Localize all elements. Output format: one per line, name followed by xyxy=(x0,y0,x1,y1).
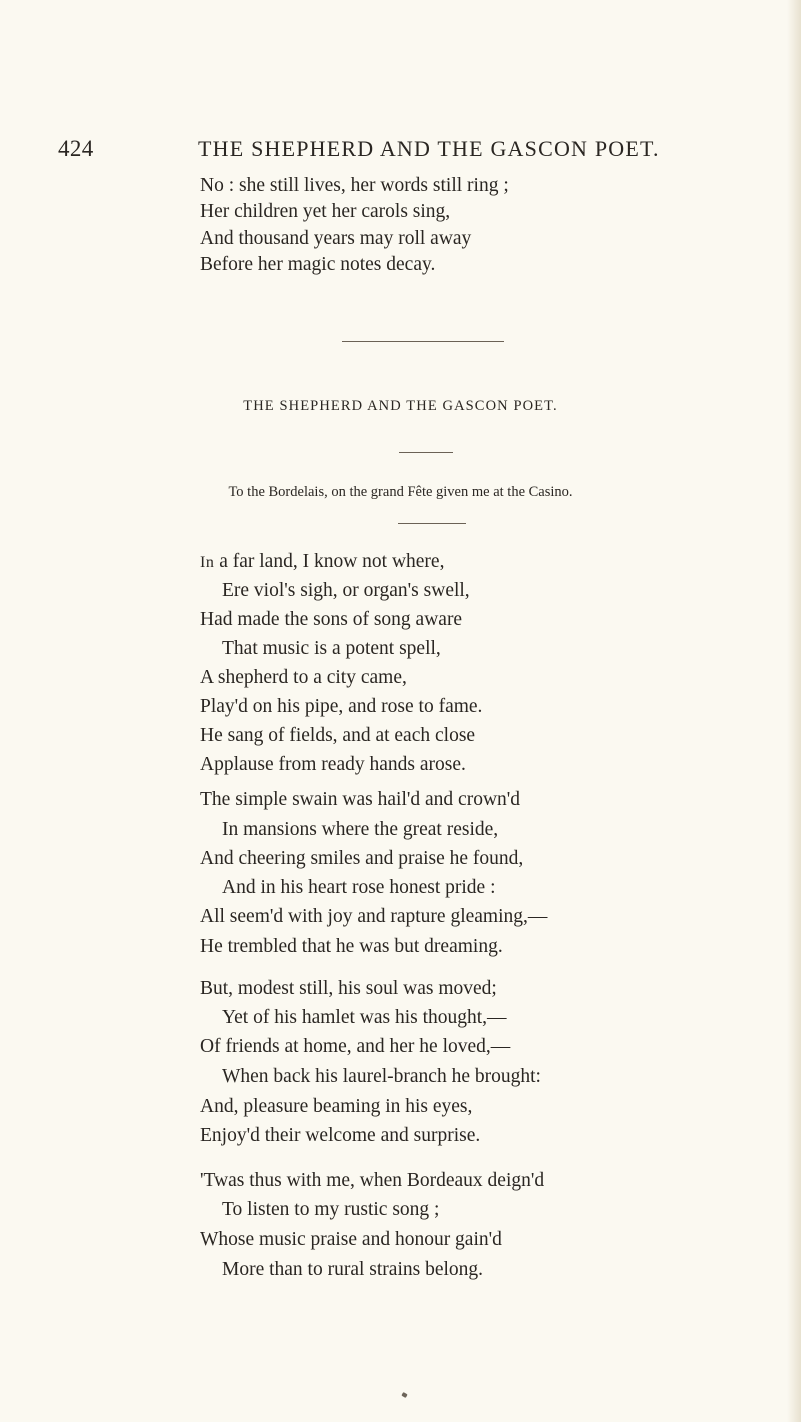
dedication-divider-rule xyxy=(398,523,466,524)
verse-line: More than to rural strains belong. xyxy=(222,1259,484,1280)
verse-line: The simple swain was hail'd and crown'd xyxy=(200,789,521,810)
verse-line: And thousand years may roll away xyxy=(200,228,472,249)
running-head-title: THE SHEPHERD AND THE GASCON POET. xyxy=(198,136,660,161)
initial-word: In xyxy=(200,554,215,571)
verse-line: And cheering smiles and praise he found, xyxy=(200,848,524,869)
poem-title: THE SHEPHERD AND THE GASCON POET. xyxy=(243,398,558,414)
page-number: 424 xyxy=(58,136,94,161)
verse-line: Play'd on his pipe, and rose to fame. xyxy=(200,696,483,717)
ink-speck xyxy=(401,1392,407,1398)
verse-line: Whose music praise and honour gain'd xyxy=(200,1229,502,1250)
verse-line: When back his laurel-branch he brought: xyxy=(222,1066,541,1087)
verse-line: And in his heart rose honest pride : xyxy=(222,877,496,898)
verse-line: And, pleasure beaming in his eyes, xyxy=(200,1096,473,1117)
verse-line: He sang of fields, and at each close xyxy=(200,725,476,746)
verse-line: 'Twas thus with me, when Bordeaux deign'd xyxy=(200,1170,545,1191)
verse-line: All seem'd with joy and rapture gleaming,— xyxy=(200,906,548,927)
verse-line: But, modest still, his soul was moved; xyxy=(200,978,497,999)
verse-line: To listen to my rustic song ; xyxy=(222,1199,440,1220)
page-edge-shadow xyxy=(787,0,801,1422)
section-divider-rule xyxy=(342,341,504,342)
verse-line: Had made the sons of song aware xyxy=(200,609,463,630)
poem-dedication: To the Bordelais, on the grand Fête given me at the Casino. xyxy=(228,484,573,500)
verse-line-first xyxy=(200,548,444,577)
verse-line: Her children yet her carols sing, xyxy=(200,201,451,222)
verse-line: No : she still lives, her words still ring ; xyxy=(200,175,509,196)
verse-line: That music is a potent spell, xyxy=(222,638,441,659)
title-divider-rule xyxy=(399,452,453,453)
verse-line: Applause from ready hands arose. xyxy=(200,754,466,775)
verse-line: In mansions where the great reside, xyxy=(222,819,499,840)
verse-line: Ere viol's sigh, or organ's swell, xyxy=(222,580,470,601)
running-head xyxy=(58,136,688,168)
verse-line: A shepherd to a city came, xyxy=(200,667,407,688)
verse-line: Of friends at home, and her he loved,— xyxy=(200,1036,511,1057)
verse-line: Enjoy'd their welcome and surprise. xyxy=(200,1125,481,1146)
verse-line: Before her magic notes decay. xyxy=(200,254,436,275)
verse-line: He trembled that he was but dreaming. xyxy=(200,936,503,957)
first-line-text: a far land, I know not where, xyxy=(214,551,445,572)
verse-line: Yet of his hamlet was his thought,— xyxy=(222,1007,507,1028)
